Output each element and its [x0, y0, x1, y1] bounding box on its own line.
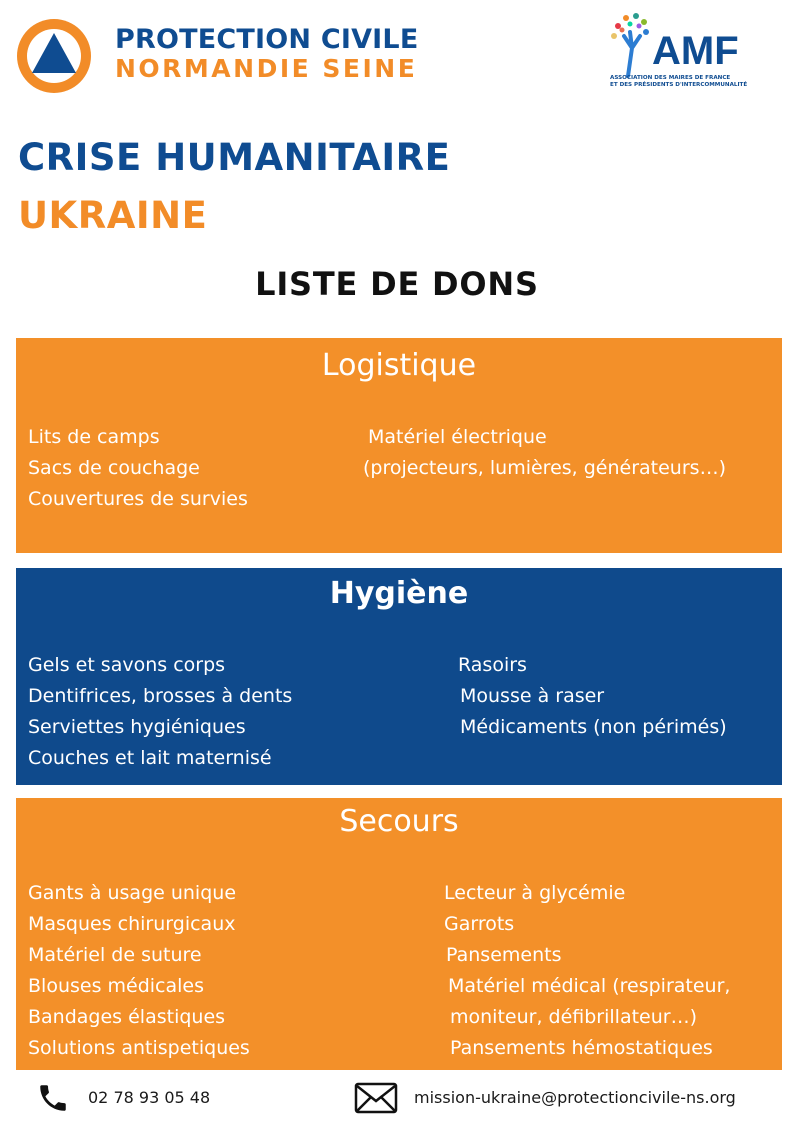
title-crise-humanitaire: CRISE HUMANITAIRE — [18, 136, 451, 179]
protection-civile-logo — [16, 18, 92, 94]
list-item: Gants à usage unique — [28, 882, 237, 904]
amf-caption-line2: ET DES PRÉSIDENTS D'INTERCOMMUNALITÉ — [610, 81, 748, 88]
list-item: Gels et savons corps — [28, 654, 226, 676]
org-name-line1: PROTECTION CIVILE — [115, 24, 419, 55]
list-item: Sacs de couchage — [28, 457, 200, 479]
section-secours — [16, 798, 782, 1070]
list-item: Couvertures de survies — [28, 488, 248, 510]
org-name-line2: NORMANDIE SEINE — [115, 54, 418, 83]
list-item: Blouses médicales — [28, 975, 205, 997]
list-item: Matériel électrique — [368, 426, 547, 448]
list-item: Lecteur à glycémie — [444, 882, 626, 904]
list-item: Lits de camps — [28, 426, 160, 448]
list-item: Masques chirurgicaux — [28, 913, 236, 935]
list-item: Matériel médical (respirateur, — [448, 975, 731, 997]
title-ukraine: UKRAINE — [18, 194, 208, 237]
list-item: Médicaments (non périmés) — [460, 716, 727, 738]
amf-tree-icon — [611, 13, 649, 76]
section-title-hygiene: Hygiène — [329, 576, 469, 611]
list-item: (projecteurs, lumières, générateurs…) — [363, 457, 726, 479]
list-item: Pansements — [446, 944, 562, 966]
list-item: Solutions antispetiques — [28, 1037, 250, 1059]
section-logistique — [16, 338, 782, 553]
section-hygiene — [16, 568, 782, 785]
section-title-secours: Secours — [339, 804, 459, 839]
list-item: Dentifrices, brosses à dents — [28, 685, 293, 707]
list-item: Bandages élastiques — [28, 1006, 226, 1028]
list-item: Rasoirs — [458, 654, 527, 676]
amf-caption-line1: ASSOCIATION DES MAIRES DE FRANCE — [610, 75, 731, 81]
list-item: Garrots — [444, 913, 515, 935]
title-liste-de-dons: LISTE DE DONS — [255, 265, 539, 303]
amf-logo-text: AMF — [652, 29, 739, 73]
list-item: Matériel de suture — [28, 944, 202, 966]
footer-email[interactable]: mission-ukraine@protectioncivile-ns.org — [414, 1088, 736, 1107]
list-item: Serviettes hygiéniques — [28, 716, 246, 738]
list-item: Couches et lait maternisé — [28, 747, 272, 769]
list-item: Mousse à raser — [460, 685, 605, 707]
organization-name — [115, 26, 418, 81]
envelope-icon — [354, 1082, 398, 1114]
list-item: moniteur, défibrillateur…) — [450, 1006, 697, 1028]
amf-caption — [610, 75, 790, 89]
footer-phone[interactable]: 02 78 93 05 48 — [88, 1088, 211, 1107]
section-title-logistique: Logistique — [321, 348, 477, 383]
phone-icon — [36, 1081, 70, 1115]
list-item: Pansements hémostatiques — [450, 1037, 713, 1059]
